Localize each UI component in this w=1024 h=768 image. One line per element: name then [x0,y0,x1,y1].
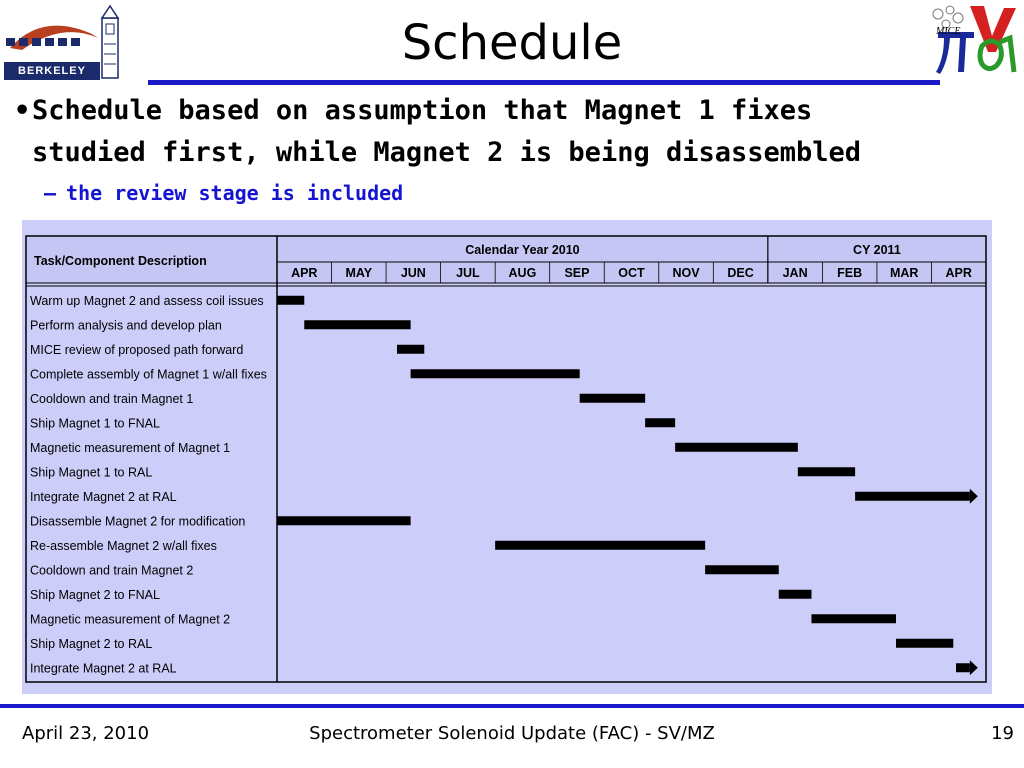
main-bullet-text: Schedule based on assumption that Magnet 1 fixes studied first, while Magnet 2 is being disassembled [32,95,862,168]
gantt-bar [705,565,779,574]
gantt-bar [811,614,896,623]
gantt-chart-panel [22,220,992,694]
mice-logo-text: MICE [936,26,961,37]
gantt-bar [277,516,411,525]
gantt-bar [277,296,304,305]
gantt-arrow-icon [970,489,978,504]
gantt-bar [580,394,645,403]
gantt-task-label: Disassemble Magnet 2 for modification [30,514,246,529]
gantt-bar [798,467,855,476]
gantt-task-label: Ship Magnet 1 to RAL [30,465,153,480]
footer-divider [0,704,1024,708]
gantt-month-label: APR [945,266,972,280]
footer-date: April 23, 2010 [22,723,150,744]
gantt-chart [22,220,992,694]
gantt-year-label: CY 2011 [853,243,901,257]
gantt-task-label: Ship Magnet 2 to FNAL [30,587,160,602]
gantt-task-label: Ship Magnet 1 to FNAL [30,416,160,431]
gantt-bar [855,492,970,501]
gantt-task-label: MICE review of proposed path forward [30,342,244,357]
sub-bullet [44,180,403,206]
title-divider [148,80,940,85]
dash-icon: — [44,181,57,205]
gantt-bar [956,663,970,672]
bullet-icon: • [14,95,31,126]
gantt-task-label: Warm up Magnet 2 and assess coil issues [30,293,264,308]
gantt-task-label: Complete assembly of Magnet 1 w/all fixes [30,367,267,382]
gantt-bar [675,443,798,452]
gantt-task-label: Cooldown and train Magnet 1 [30,391,194,406]
gantt-task-label: Magnetic measurement of Magnet 2 [30,612,231,627]
footer-title: Spectrometer Solenoid Update (FAC) - SV/MZ [309,723,715,744]
berkeley-lab-logo-text: BERKELEY LAB [18,65,86,91]
gantt-bar [896,639,953,648]
gantt-month-label: MAR [889,266,919,280]
gantt-year-label: Calendar Year 2010 [465,243,580,257]
gantt-month-label: JUL [456,266,480,280]
gantt-bar [495,541,705,550]
gantt-task-label: Re-assemble Magnet 2 w/all fixes [30,538,217,553]
gantt-bar [645,418,675,427]
gantt-bar [304,320,410,329]
page-title: Schedule [401,15,623,71]
gantt-month-label: FEB [837,266,863,280]
gantt-task-label: Magnetic measurement of Magnet 1 [30,440,231,455]
gantt-month-label: JAN [782,266,808,280]
gantt-task-label: Perform analysis and develop plan [30,318,222,333]
gantt-month-label: AUG [508,266,537,280]
gantt-arrow-icon [970,660,978,675]
gantt-bar [779,590,812,599]
gantt-task-label: Cooldown and train Magnet 2 [30,563,194,578]
gantt-task-label: Integrate Magnet 2 at RAL [30,489,177,504]
page-number: 19 [991,723,1014,744]
sub-bullet-text: the review stage is included [66,181,404,205]
gantt-month-label: DEC [727,266,754,280]
gantt-bar [411,369,580,378]
gantt-bar [397,345,424,354]
gantt-month-label: OCT [618,266,645,280]
gantt-month-label: JUN [400,266,426,280]
gantt-month-label: NOV [672,266,700,280]
gantt-task-label: Ship Magnet 2 to RAL [30,636,153,651]
gantt-month-label: APR [291,266,318,280]
gantt-task-header: Task/Component Description [34,254,207,268]
gantt-month-label: MAY [345,266,373,280]
gantt-month-label: SEP [564,266,590,280]
gantt-task-label: Integrate Magnet 2 at RAL [30,661,177,676]
